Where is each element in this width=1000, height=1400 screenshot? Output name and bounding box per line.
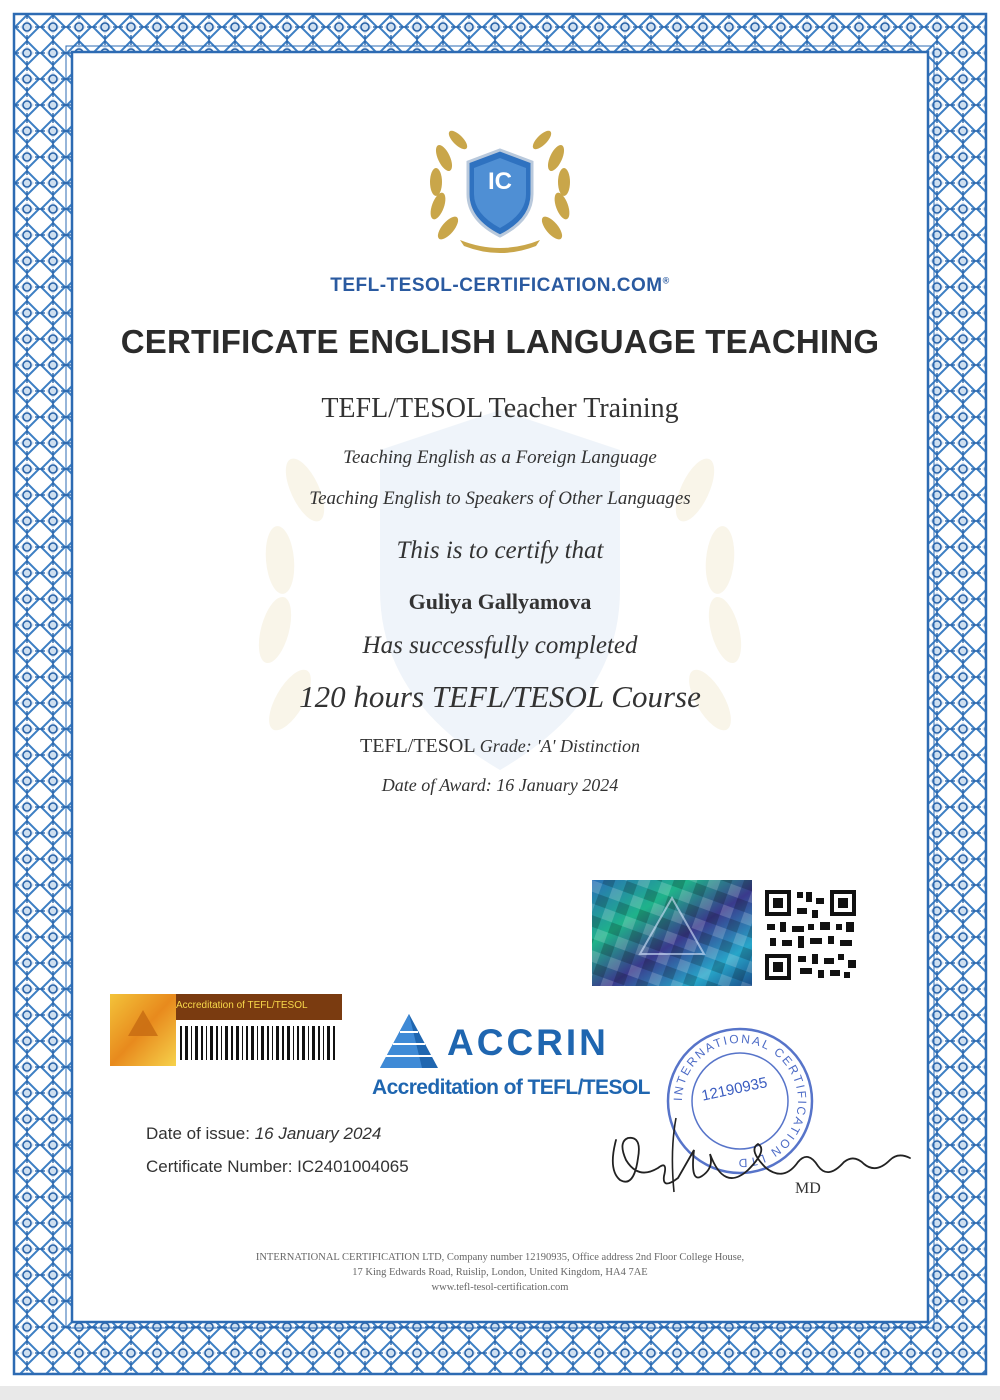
stamp-number: 12190935	[700, 1074, 769, 1105]
footer-address	[150, 1250, 850, 1295]
issue-label: Date of issue:	[146, 1124, 250, 1143]
cert-number: IC2401004065	[297, 1157, 409, 1176]
grade-line	[0, 735, 1000, 758]
grade-value: 'A' Distinction	[536, 736, 640, 756]
certificate-subtitle: TEFL/TESOL Teacher Training	[321, 393, 679, 424]
footer-line-2: 17 King Edwards Road, Ruislip, London, United Kingdom, HA4 7AE	[352, 1267, 648, 1278]
hologram-qr-sticker	[592, 880, 874, 986]
cert-number-label: Certificate Number:	[146, 1157, 293, 1176]
registered-mark: ®	[662, 275, 670, 286]
award-label: Date of Award:	[381, 775, 492, 795]
signatory-title: MD	[795, 1180, 821, 1197]
issue-date: 16 January 2024	[254, 1124, 382, 1143]
completed-text: Has successfully completed	[362, 632, 638, 659]
signature	[598, 1110, 928, 1200]
tesol-meaning: Teaching English to Speakers of Other Languages	[309, 488, 691, 509]
certify-text: This is to certify that	[396, 537, 604, 564]
hologram-label: Accreditation of TEFL/TESOL	[176, 1000, 308, 1011]
footer-website: www.tefl-tesol-certification.com	[431, 1282, 569, 1293]
accrin-subtitle: Accreditation of TEFL/TESOL	[372, 1076, 650, 1099]
course-name: 120 hours TEFL/TESOL Course	[299, 679, 701, 714]
holder-name: Guliya Gallyamova	[408, 589, 592, 614]
logo-initials: IC	[488, 168, 512, 195]
grade-label: Grade:	[479, 736, 532, 756]
grade-prefix: TEFL/TESOL	[359, 735, 475, 757]
issue-date-line	[146, 1124, 381, 1144]
award-date-line	[0, 775, 1000, 796]
certificate-number-line	[146, 1157, 409, 1177]
issuer-site-name	[0, 275, 1000, 297]
footer-line-1: INTERNATIONAL CERTIFICATION LTD, Company number 12190935, Office address 2nd Floor College House,	[255, 1252, 745, 1263]
certificate-title: CERTIFICATE ENGLISH LANGUAGE TEACHING	[120, 323, 880, 360]
award-date: 16 January 2024	[496, 775, 619, 795]
accrin-pyramid-logo	[378, 1012, 440, 1070]
accrin-name: ACCRIN	[447, 1022, 609, 1063]
stamp-ring-text: INTERNATIONAL CERTIFICATION LTD	[670, 1031, 810, 1171]
tefl-meaning: Teaching English as a Foreign Language	[343, 447, 657, 468]
site-name-text: TEFL-TESOL-CERTIFICATION.COM	[330, 275, 663, 296]
